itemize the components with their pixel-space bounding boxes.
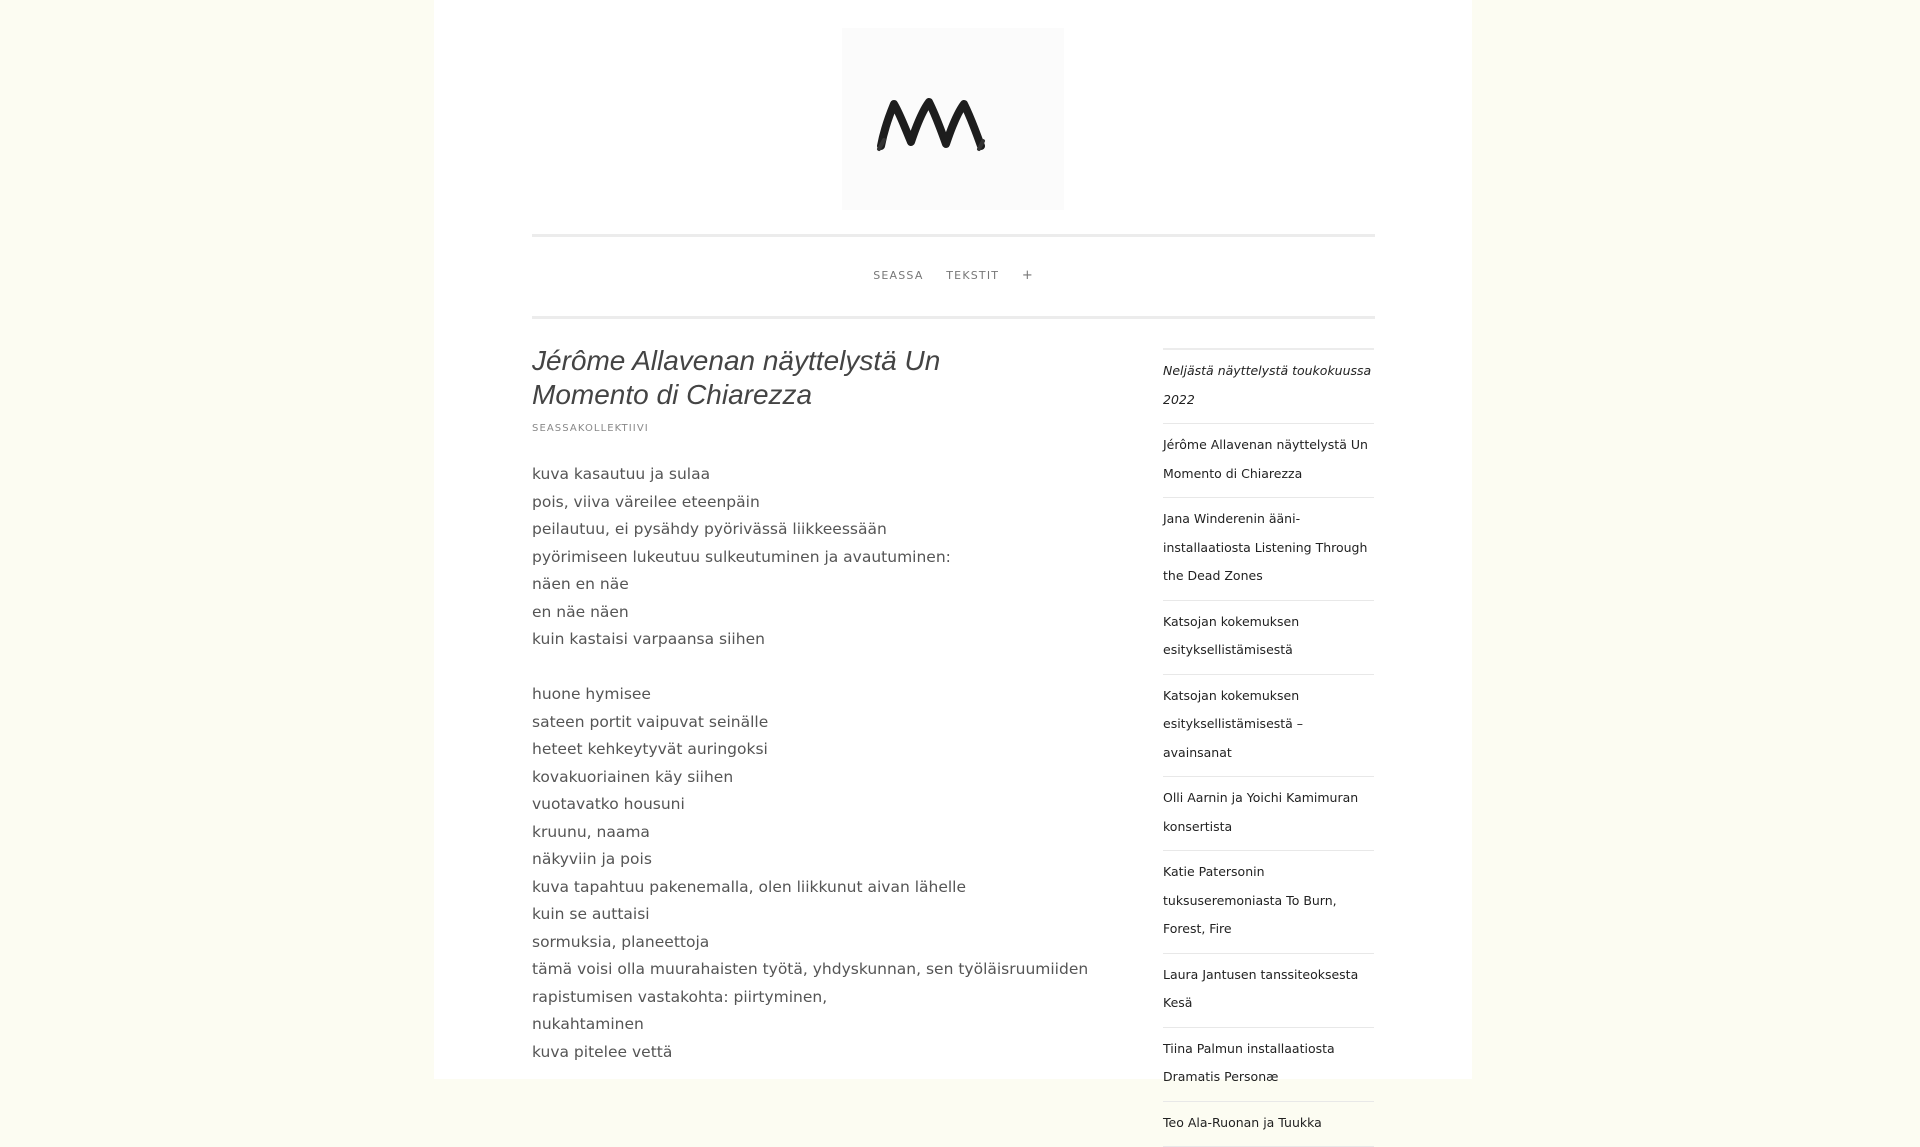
- nav-item-seassa[interactable]: SEASSA: [873, 269, 923, 282]
- poem-line: tämä voisi olla muurahaisten työtä, yhdyskunnan, sen työläisruumiiden: [532, 956, 1092, 984]
- header-divider: [532, 234, 1375, 237]
- recent-posts-sidebar: [1163, 348, 1374, 1147]
- stanza-break: [532, 654, 1092, 682]
- main-navigation: [434, 268, 1472, 283]
- article-body: [532, 461, 1092, 1066]
- sidebar-post-link[interactable]: Katsojan kokemuksen esityksellistämisestä: [1163, 601, 1374, 675]
- sidebar-post-link[interactable]: Olli Aarnin ja Yoichi Kamimuran konsertista: [1163, 777, 1374, 851]
- article-author-link[interactable]: SEASSAKOLLEKTIIVI: [532, 423, 1092, 434]
- sidebar-post-link[interactable]: Katsojan kokemuksen esityksellistämisestä – avainsanat: [1163, 675, 1374, 778]
- poem-line: vuotavatko housuni: [532, 791, 1092, 819]
- nav-divider: [532, 316, 1375, 319]
- poem-line: pyörimiseen lukeutuu sulkeutuminen ja avautuminen:: [532, 544, 1092, 572]
- sidebar-post-link[interactable]: Jérôme Allavenan näyttelystä Un Momento di Chiarezza: [1163, 424, 1374, 498]
- sidebar-post-link[interactable]: Tiina Palmun installaatiosta Dramatis Personæ: [1163, 1028, 1374, 1102]
- site-logo[interactable]: [842, 28, 1064, 210]
- poem-line: huone hymisee: [532, 681, 1092, 709]
- page-container: [434, 0, 1472, 1079]
- nav-more-button[interactable]: +: [1022, 268, 1033, 283]
- poem-line: kuva tapahtuu pakenemalla, olen liikkunut aivan lähelle: [532, 874, 1092, 902]
- poem-line: kuin kastaisi varpaansa siihen: [532, 626, 1092, 654]
- poem-line: kuva pitelee vettä: [532, 1039, 1092, 1067]
- poem-line: kuva kasautuu ja sulaa: [532, 461, 1092, 489]
- sidebar-post-link[interactable]: Laura Jantusen tanssiteoksesta Kesä: [1163, 954, 1374, 1028]
- poem-line: en näe näen: [532, 599, 1092, 627]
- sidebar-post-link[interactable]: Katie Patersonin tuksuseremoniasta To Burn, Forest, Fire: [1163, 851, 1374, 954]
- poem-line: kuin se auttaisi: [532, 901, 1092, 929]
- sidebar-post-link[interactable]: Teo Ala-Ruonan ja Tuukka: [1163, 1102, 1374, 1147]
- poem-line: heteet kehkeytyvät auringoksi: [532, 736, 1092, 764]
- article: [532, 344, 1092, 1066]
- nav-item-tekstit[interactable]: TEKSTIT: [946, 269, 999, 282]
- poem-line: pois, viiva väreilee eteenpäin: [532, 489, 1092, 517]
- sidebar-post-link[interactable]: Neljästä näyttelystä toukokuussa 2022: [1163, 350, 1374, 424]
- sidebar-post-link[interactable]: Jana Winderenin ääni-installaatiosta Listening Through the Dead Zones: [1163, 498, 1374, 601]
- poem-line: sateen portit vaipuvat seinälle: [532, 709, 1092, 737]
- poem-line: rapistumisen vastakohta: piirtyminen,: [532, 984, 1092, 1012]
- poem-line: peilautuu, ei pysähdy pyörivässä liikkeessään: [532, 516, 1092, 544]
- article-title: Jérôme Allavenan näyttelystä Un Momento di Chiarezza: [532, 344, 1052, 412]
- poem-line: kovakuoriainen käy siihen: [532, 764, 1092, 792]
- poem-line: sormuksia, planeettoja: [532, 929, 1092, 957]
- poem-line: kruunu, naama: [532, 819, 1092, 847]
- poem-line: näen en näe: [532, 571, 1092, 599]
- poem-line: nukahtaminen: [532, 1011, 1092, 1039]
- poem-line: näkyviin ja pois: [532, 846, 1092, 874]
- brush-stroke-logo-icon: [842, 28, 1064, 210]
